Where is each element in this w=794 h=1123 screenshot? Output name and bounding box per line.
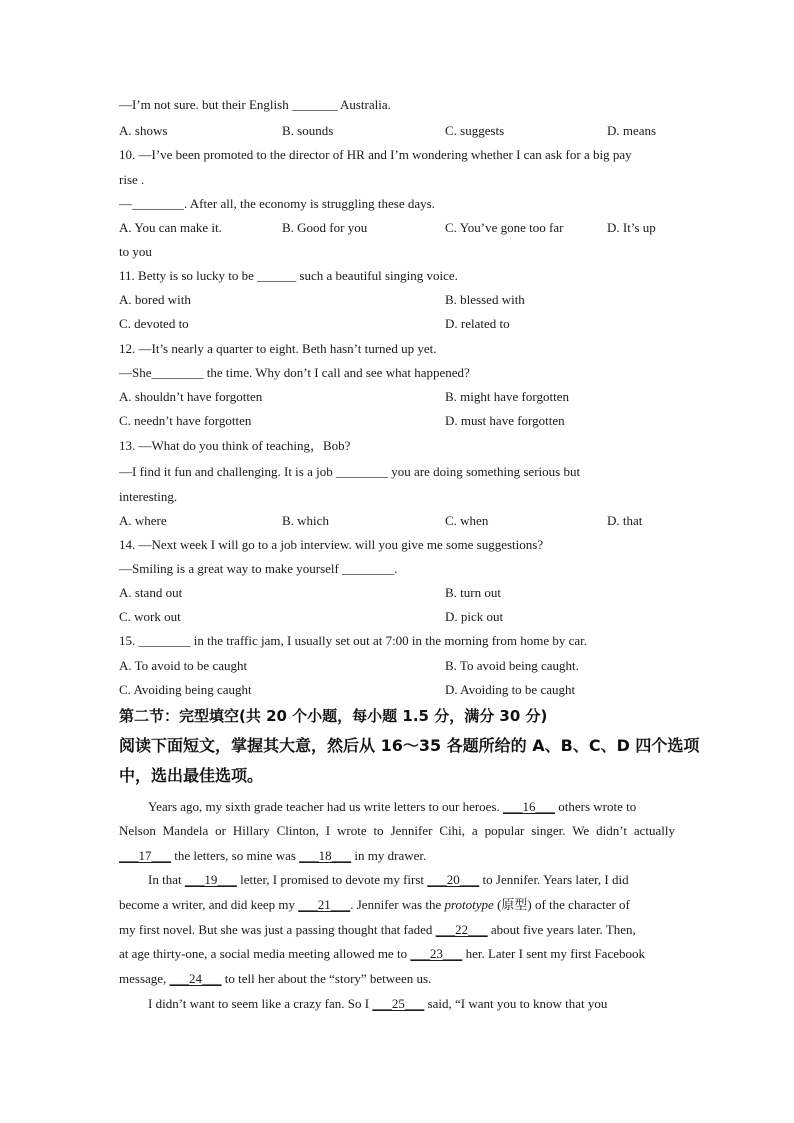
q13-option-b: B. which [282, 513, 329, 528]
q9-reply: —I’m not sure. but their English _______ Australia. [119, 97, 391, 112]
passage-p2-line3: my first novel. But she was just a passing thought that faded ___22___ about five years later. Then, [119, 922, 636, 937]
q10-option-d: D. It’s up [607, 220, 656, 235]
q10-stem-line2: rise . [119, 172, 145, 187]
blank-24: ___24___ [169, 971, 222, 986]
prototype-word: prototype [444, 897, 494, 912]
q12-stem: 12. —It’s nearly a quarter to eight. Beth hasn’t turned up yet. [119, 341, 437, 356]
q15-option-a: A. To avoid to be caught [119, 658, 248, 673]
q15-stem: 15. ________ in the traffic jam, I usually set out at 7:00 in the morning from home by car. [119, 633, 588, 648]
blank-18: ___18___ [299, 848, 352, 863]
q14-reply: —Smiling is a great way to make yourself ________. [119, 561, 398, 576]
passage-p1-line2: Nelson Mandela or Hillary Clinton, I wrote to Jennifer Cihi, a popular singer. We didn’t actually [119, 823, 675, 838]
q11-option-a: A. bored with [119, 292, 191, 307]
blank-19: ___19___ [184, 872, 237, 887]
q15-option-c: C. Avoiding being caught [119, 682, 252, 697]
q13-stem: 13. —What do you think of teaching，Bob? [119, 438, 351, 453]
blank-25: ___25___ [372, 996, 425, 1011]
q9-option-c: C. suggests [445, 123, 505, 138]
q12-option-b: B. might have forgotten [445, 389, 569, 404]
q9-option-b: B. sounds [282, 123, 334, 138]
q11-option-b: B. blessed with [445, 292, 525, 307]
q10-option-b: B. Good for you [282, 220, 368, 235]
blank-22: ___22___ [435, 922, 488, 937]
passage-p2-line1: In that ___19___ letter, I promised to devote my first ___20___ to Jennifer. Years later, I did [148, 872, 629, 887]
q10-reply: —________. After all, the economy is struggling these days. [119, 196, 435, 211]
q14-option-c: C. work out [119, 609, 181, 624]
q13-option-d: D. that [607, 513, 643, 528]
blank-16: ___16___ [503, 799, 555, 814]
blank-20: ___20___ [427, 872, 480, 887]
q15-option-d: D. Avoiding to be caught [445, 682, 576, 697]
q11-option-d: D. related to [445, 316, 510, 331]
q12-option-d: D. must have forgotten [445, 413, 565, 428]
instruction-line1: 阅读下面短文，掌握其大意，然后从 16～35 各题所给的 A、B、C、D 四个选项 [119, 736, 700, 755]
blank-17: ___17___ [119, 848, 171, 863]
q9-option-a: A. shows [119, 123, 168, 138]
passage-p1-line3: ___17___ the letters, so mine was ___18___ in my drawer. [119, 848, 427, 863]
q13-option-c: C. when [445, 513, 489, 528]
q10-option-d-wrap: to you [119, 244, 152, 259]
q14-option-b: B. turn out [445, 585, 501, 600]
blank-21: ___21___ [298, 897, 351, 912]
q10-option-a: A. You can make it. [119, 220, 222, 235]
q9-option-d: D. means [607, 123, 657, 138]
q10-option-c: C. You’ve gone too far [445, 220, 564, 235]
section-title: 第二节：完型填空(共 20 个小题，每小题 1.5 分，满分 30 分) [119, 707, 548, 725]
q11-option-c: C. devoted to [119, 316, 189, 331]
q12-option-c: C. needn’t have forgotten [119, 413, 252, 428]
q12-option-a: A. shouldn’t have forgotten [119, 389, 263, 404]
q11-stem: 11. Betty is so lucky to be ______ such a beautiful singing voice. [119, 268, 458, 283]
q15-option-b: B. To avoid being caught. [445, 658, 579, 673]
q13-reply-line1: —I find it fun and challenging. It is a job ________ you are doing something serious but [119, 464, 581, 479]
passage-p3-line1: I didn’t want to seem like a crazy fan. So I ___25___ said, “I want you to know that you [148, 996, 608, 1011]
passage-p2-line2: become a writer, and did keep my ___21___. Jennifer was the prototype (原型) of the character of [119, 897, 630, 912]
q10-stem-line1: 10. —I’ve been promoted to the director of HR and I’m wondering whether I can ask for a big pay [119, 147, 632, 162]
passage-p2-line4: at age thirty-one, a social media meeting allowed me to ___23___ her. Later I sent my first Facebook [119, 946, 645, 961]
instruction-line2: 中，选出最佳选项。 [119, 766, 264, 785]
q12-reply: —She________ the time. Why don’t I call and see what happened? [119, 365, 470, 380]
q14-option-d: D. pick out [445, 609, 504, 624]
passage-p2-line5: message, ___24___ to tell her about the “story” between us. [119, 971, 432, 986]
passage-p1-line1: Years ago, my sixth grade teacher had us write letters to our heroes. ___16___ others wrote to [148, 799, 637, 814]
q14-stem: 14. —Next week I will go to a job interview. will you give me some suggestions? [119, 537, 544, 552]
q13-reply-line2: interesting. [119, 489, 178, 504]
blank-23: ___23___ [410, 946, 463, 961]
q14-option-a: A. stand out [119, 585, 183, 600]
q13-option-a: A. where [119, 513, 167, 528]
